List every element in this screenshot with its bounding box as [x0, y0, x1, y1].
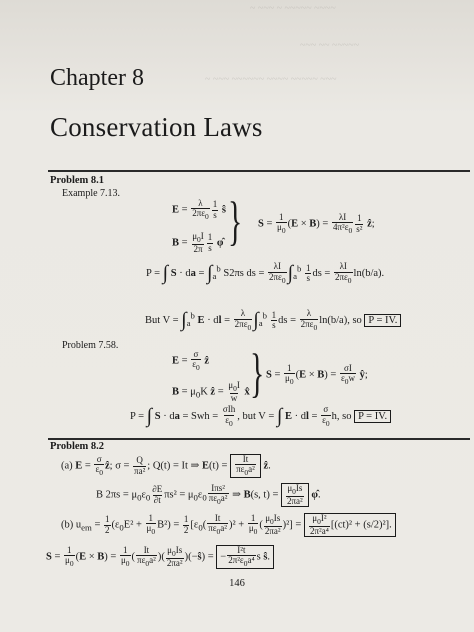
- equation-poynting: S = $\frac{1}{\mu_0}$ (E × B) = $\frac{\lambda I}{4\pi^2\varepsilon_0}$ $\frac{1}{\text{s²}}$ ẑ;: [258, 212, 375, 236]
- chapter-label: Chapter 8: [50, 65, 144, 91]
- problem-reference: Problem 7.58.: [62, 340, 119, 351]
- equation-e-plate: E = $\frac{\sigma}{\varepsilon_0}$ ẑ: [172, 349, 210, 373]
- equation-power: P = ∫ S · da = $\int_a^b$ S2πs ds = $\frac{\lambda I}{2\pi\varepsilon_0}$ $\int_a^b$ $\frac{1}{s}$ ds = $\frac{\lambda I}{2\pi\varepsilon_0}$ ln(b/a).: [146, 261, 385, 285]
- section-rule: [48, 170, 470, 172]
- right-brace: }: [228, 191, 243, 251]
- problem-heading: Problem 8.2: [50, 441, 105, 452]
- part-b-label: (b): [61, 519, 74, 531]
- equation-power-plate: P = ∫ S · da = Swh = $\frac{\text{σIh}}{\varepsilon_0}$ , but V = ∫ E · dl = $\frac{\sigma}{\varepsilon_0}$ h, so P = IV.: [130, 405, 391, 428]
- so-label: so: [352, 314, 362, 326]
- chapter-title: Conservation Laws: [50, 112, 263, 142]
- equation-8-2a: (a) E = $\frac{\sigma}{\varepsilon_0}$ ẑ; σ = $\frac{Q}{\text{πa²}}$ ; Q(t) = It ⇒ E(t) = $\frac{It}{\pi\varepsilon_0a^2}$ ẑ.: [61, 454, 271, 478]
- part-a-label: (a): [61, 460, 73, 472]
- equation-8-2b: (b) $u_{em}$ = $\frac{1}{2}$ ($\varepsilon_0E^2$ + $\frac{1}{\mu_0}$ B²) = $\frac{1}{2}$ [$\varepsilon_0$( $\frac{It}{\pi\varepsilon_0a^2}$ )² + $\frac{1}{\mu_0}$ ( $\frac{\mu_0Is}{\text{2πa²}}$ )²] = $\frac{\mu_0I^2}{\text{2π²a⁴}}$ [(ct)² + (s/2)²].: [61, 513, 396, 537]
- equation-poynting-plate: S = $\frac{1}{\mu_0}$ (E × B) = $\frac{\sigma I}{\varepsilon_0w}$ ŷ;: [266, 363, 368, 387]
- problem-heading: Problem 8.1: [50, 175, 105, 186]
- page-number: 146: [229, 578, 245, 589]
- equation-b-plate: $B = \mu_0K$ ẑ = $\frac{\mu_0I}{w}$ x̂: [172, 380, 250, 403]
- right-brace: }: [250, 343, 265, 403]
- bleed-through-text: ~ ~~~ ~ ~~~~~ ~~~~: [250, 3, 336, 14]
- equation-8-2a-b: B $2\pi s = \mu_0\varepsilon_0$ $\frac{\partial E}{\partial t}$ $\pi s^2 = \mu_0\varepsilon_0$ $\frac{\text{Iπs²}}{\pi\varepsilon_0a^2}$ ⇒ B(s, t) = $\frac{\mu_0Is}{\text{2πa²}}$ φ̂.: [96, 483, 321, 507]
- equation-b-field: B = $\frac{\mu_0I}{2\pi}$ $\frac{1}{s}$ φ̂: [172, 231, 224, 254]
- equation-voltage: But $V = \int_a^b$ E · dl = $\frac{\lambda}{2\pi\varepsilon_0}$ $\int_a^b$ $\frac{1}{s}$ ds = $\frac{\lambda}{2\pi\varepsilon_0}$ ln(b/a), so P = IV.: [145, 309, 401, 332]
- bleed-through-text: ~ ~~~ ~~~~~~ ~~~~ ~~~~~ ~~~: [205, 74, 337, 85]
- bleed-through-text: ~~~ ~~ ~~~~~: [300, 40, 360, 51]
- example-reference: Example 7.13.: [62, 188, 121, 199]
- section-rule: [48, 438, 470, 440]
- equation-8-2b-s: S = $\frac{1}{\mu_0}$ (E × B) = $\frac{1}{\mu_0}$ ( $\frac{It}{\pi\varepsilon_0a^2}$ )( $\frac{\mu_0Is}{\text{2πa²}}$ )(−ŝ) = − $\frac{\text{I²t}}{2\pi^2\varepsilon_0a^4}$ s ŝ.: [46, 545, 274, 569]
- but-label: But: [145, 314, 161, 326]
- equation-e-field: E = $\frac{\lambda}{2\pi\varepsilon_0}$ $\frac{1}{s}$ ŝ: [172, 198, 226, 222]
